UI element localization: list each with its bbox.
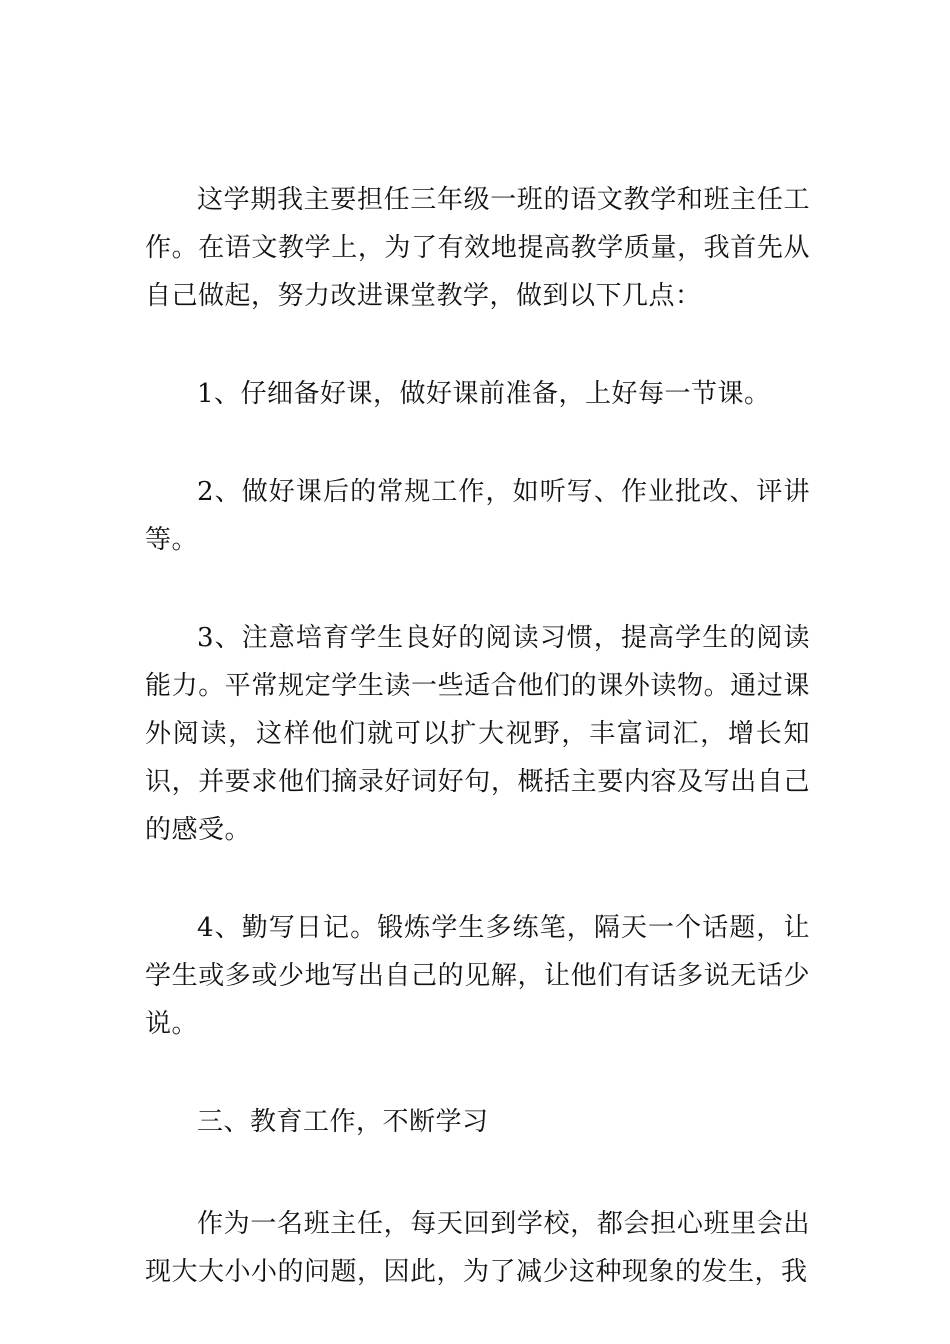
paragraph-item-2: 2、做好课后的常规工作，如听写、作业批改、评讲等。	[145, 477, 810, 555]
paragraph-item-1: 1、仔细备好课，做好课前准备，上好每一节课。	[197, 379, 771, 409]
document-body	[145, 176, 810, 1296]
paragraph-item-3: 3、注意培育学生良好的阅读习惯，提高学生的阅读能力。平常规定学生读一些适合他们的课外读物。通过课外阅读，这样他们就可以扩大视野，丰富词汇，增长知识，并要求他们摘录好词好句，概括主要内容及写出自己的感受。	[145, 623, 810, 845]
section-heading: 三、教育工作，不断学习	[197, 1107, 489, 1137]
paragraph-intro: 这学期我主要担任三年级一班的语文教学和班主任工作。在语文教学上，为了有效地提高教学质量，我首先从自己做起，努力改进课堂教学，做到以下几点：	[145, 185, 810, 311]
paragraph-class-teacher: 作为一名班主任，每天回到学校，都会担心班里会出现大大小小的问题，因此，为了减少这种现象的发生，我	[145, 1209, 810, 1287]
paragraph-item-4: 4、勤写日记。锻炼学生多练笔，隔天一个话题，让学生或多或少地写出自己的见解，让他们有话多说无话少说。	[145, 913, 810, 1039]
